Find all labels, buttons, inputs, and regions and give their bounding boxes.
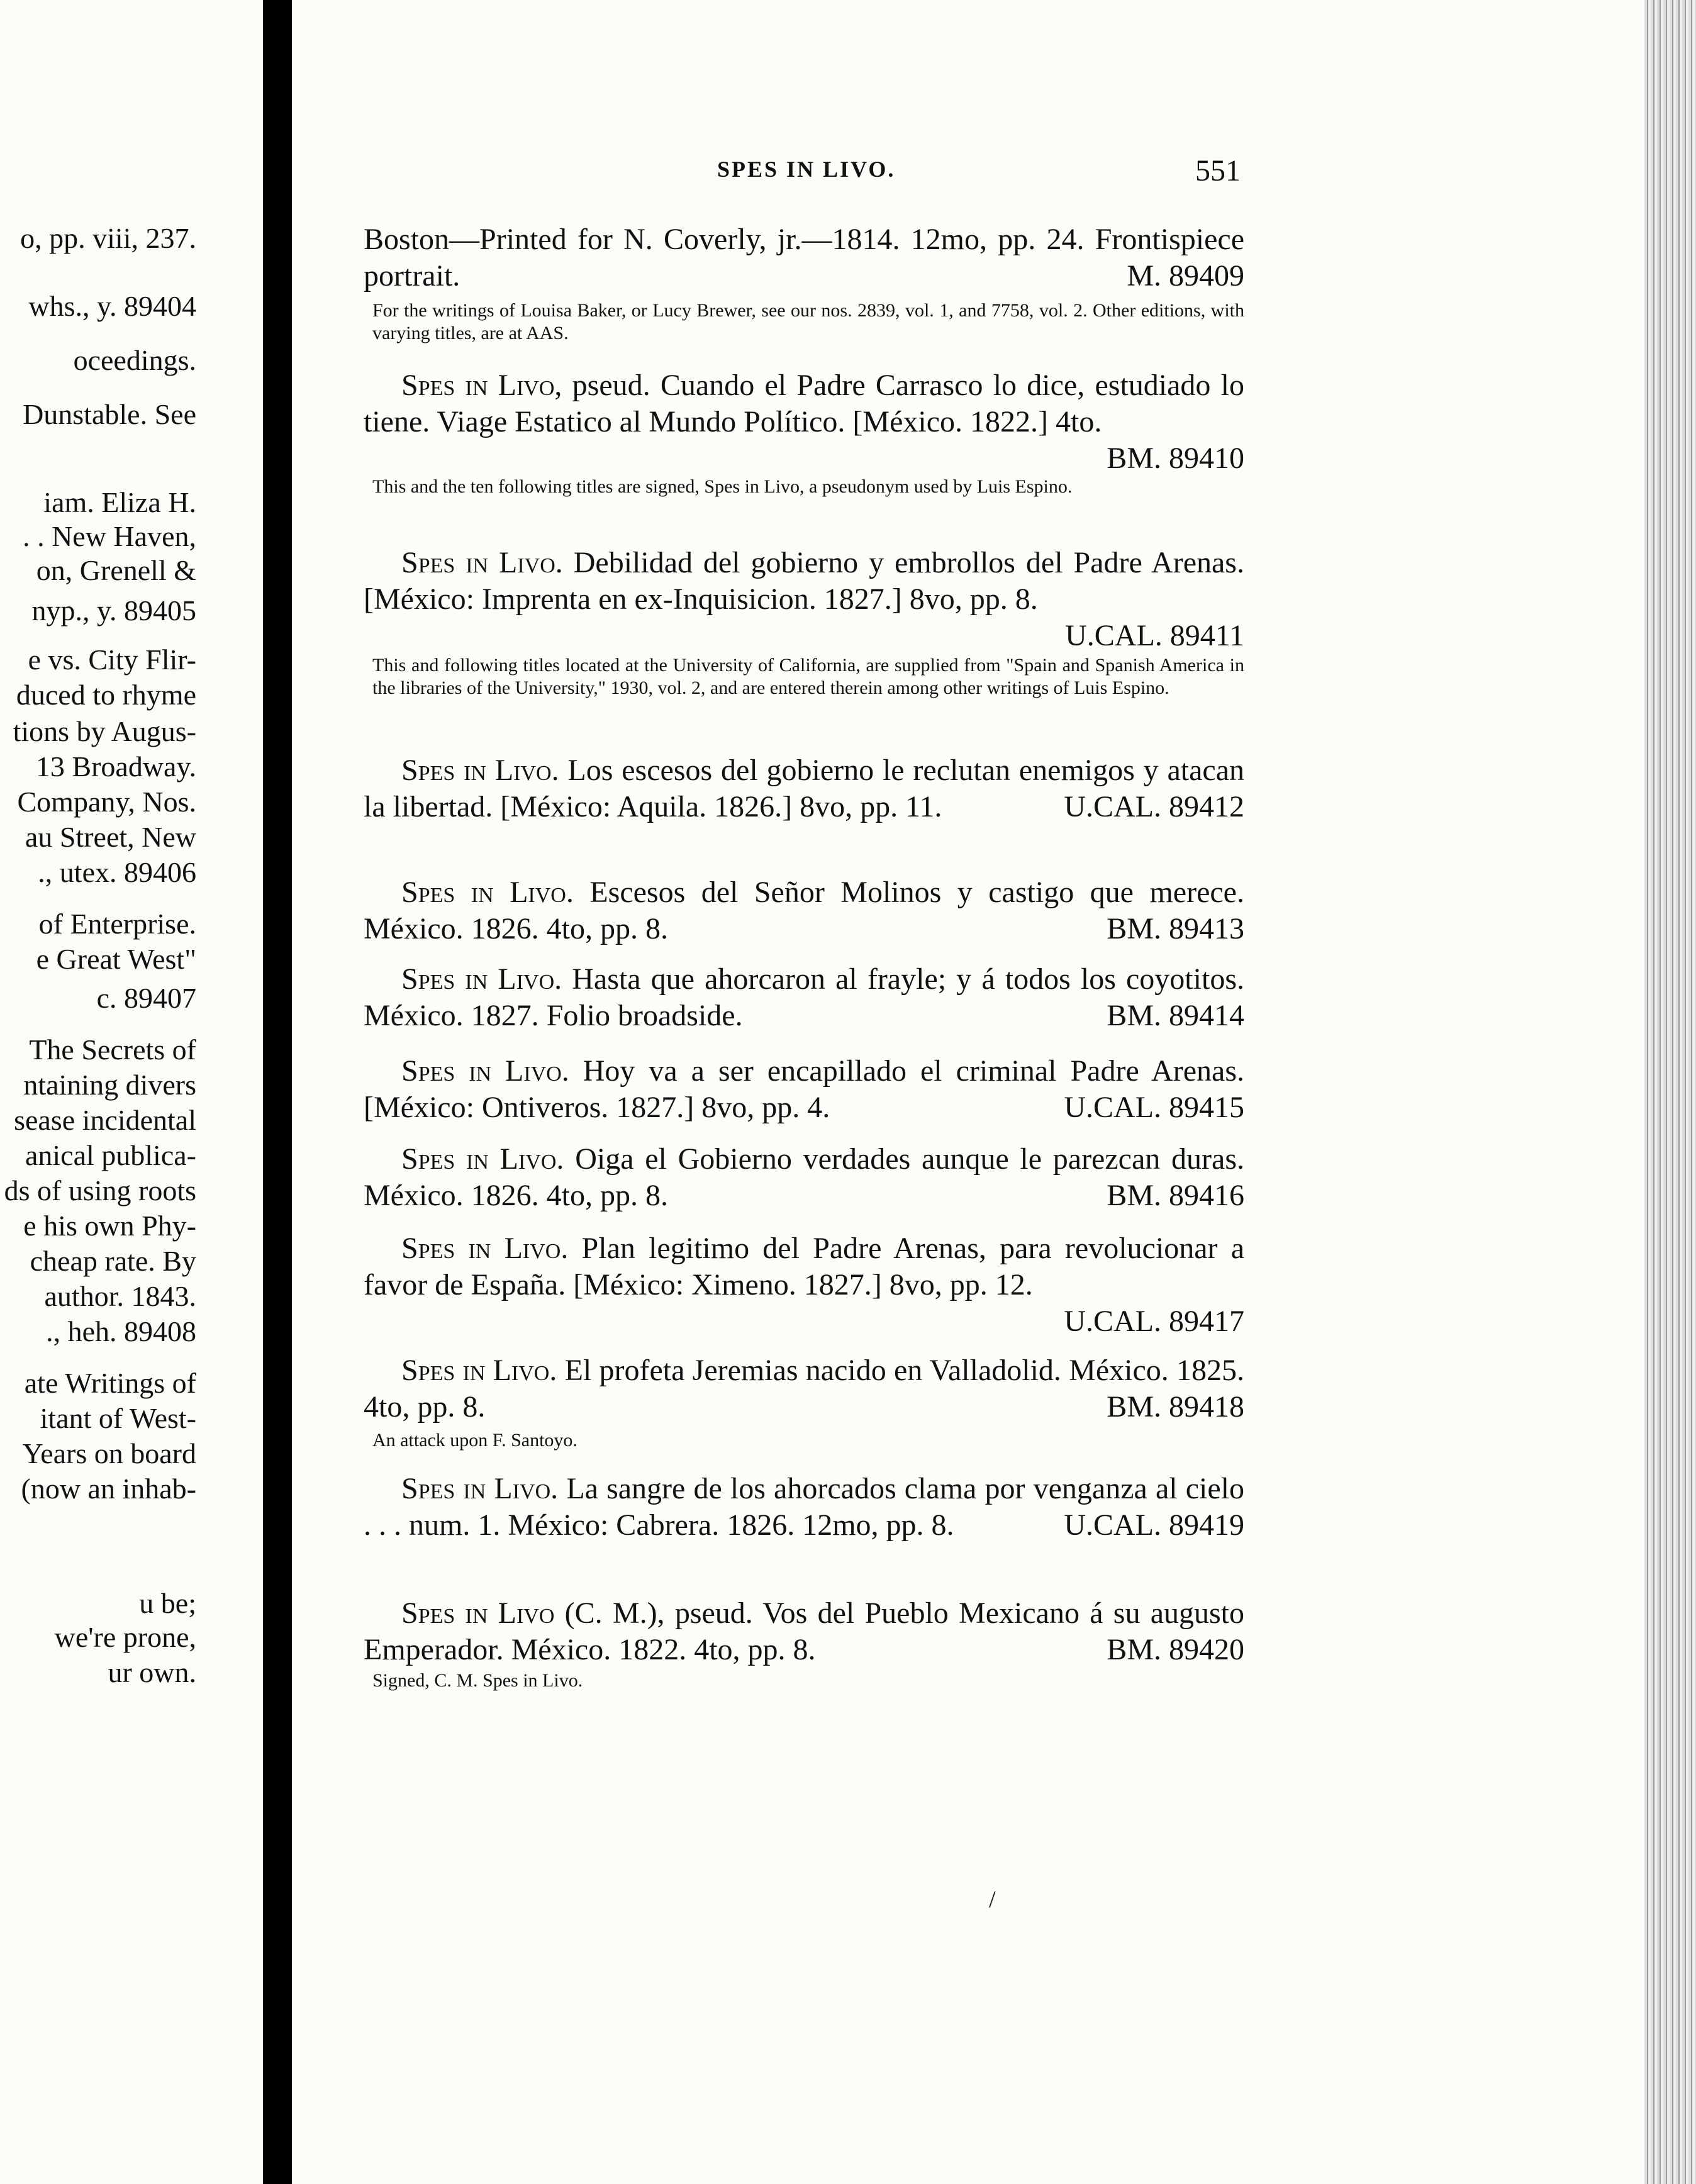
left-line: c. 89407 xyxy=(96,982,196,1014)
bibliography-entry xyxy=(364,874,1244,947)
left-line: ntaining divers xyxy=(23,1069,196,1101)
entry-text: Hasta que ahorcaron al frayle; y á todos los coyotitos. México. 1827. Folio broadside. xyxy=(364,962,1244,1032)
left-line: tions by Augus- xyxy=(13,715,196,747)
left-line: oceedings. xyxy=(73,344,196,376)
entry-author: Spes in Livo. xyxy=(401,1232,569,1265)
left-line: duced to rhyme xyxy=(16,679,196,711)
entry-reference: U.CAL. 89417 xyxy=(1064,1305,1244,1338)
left-line: itant of West- xyxy=(40,1402,196,1434)
left-line: (now an inhab- xyxy=(21,1473,196,1505)
bibliography-entry xyxy=(364,1141,1244,1214)
entry-author: Spes in Livo. xyxy=(401,1054,569,1088)
left-line: ate Writings of xyxy=(24,1367,196,1399)
left-line: cheap rate. By xyxy=(30,1245,196,1277)
entry-author: Spes in Livo. xyxy=(401,754,559,787)
left-line: . . New Haven, xyxy=(23,520,196,552)
left-line: nyp., y. 89405 xyxy=(31,594,196,627)
entry-text: Debilidad del gobierno y embrollos del Padre Arenas. [México: Imprenta en ex-Inquisicion. 1827.] 8vo, pp. 8. xyxy=(364,546,1244,616)
left-line: Dunstable. See xyxy=(23,398,196,430)
left-line: au Street, New xyxy=(25,821,196,853)
entry-note: For the writings of Louisa Baker, or Lucy Brewer, see our nos. 2839, vol. 1, and 7758, vol. 2. Other editions, with varying titles, are at AAS. xyxy=(372,300,1244,343)
bibliography-entry xyxy=(364,1595,1244,1668)
entry-note: This and following titles located at the University of California, are supplied from "Spain and Spanish America in the libraries of the University," 1930, vol. 2, and are entered therein among other writings of Luis Espino. xyxy=(372,655,1244,698)
entry-text: El profeta Jeremias nacido en Valladolid. México. 1825. 4to, pp. 8. xyxy=(364,1354,1244,1424)
entry-author: Spes in Livo. xyxy=(401,876,574,909)
entry-author: Spes in Livo (C. M.), xyxy=(401,1596,665,1630)
entry-reference: U.CAL. 89412 xyxy=(1064,790,1244,823)
entry-author: Spes in Livo, xyxy=(401,369,562,402)
left-line: u be; xyxy=(139,1587,196,1619)
entry-note: This and the ten following titles are signed, Spes in Livo, a pseudonym used by Luis Espino. xyxy=(372,476,1073,497)
entry-text: pseud. Cuando el Padre Carrasco lo dice, estudiado lo tiene. Viage Estatico al Mundo Político. [México. 1822.] 4to. xyxy=(364,369,1245,438)
left-line: o, pp. viii, 237. xyxy=(20,222,196,254)
bibliography-entry xyxy=(364,367,1244,477)
entry-note: Signed, C. M. Spes in Livo. xyxy=(372,1670,583,1691)
left-line: ., utex. 89406 xyxy=(38,856,196,888)
left-line: Company, Nos. xyxy=(17,786,196,818)
entry-text: Escesos del Señor Molinos y castigo que merece. México. 1826. 4to, pp. 8. xyxy=(364,876,1244,945)
left-line: e vs. City Flir- xyxy=(28,644,196,676)
entry-text: Hoy va a ser encapillado el criminal Padre Arenas. [México: Ontiveros. 1827.] 8vo, pp. 4. xyxy=(364,1054,1244,1124)
entry-text: Los escesos del gobierno le reclutan enemigos y atacan la libertad. [México: Aquila. 1826.] 8vo, pp. 11. xyxy=(364,754,1245,823)
stray-mark: / xyxy=(989,1886,996,1913)
entry-reference: U.CAL. 89411 xyxy=(1065,619,1244,652)
left-line: e Great West" xyxy=(36,943,196,975)
entry-reference: BM. 89414 xyxy=(1107,999,1244,1032)
facing-page-left xyxy=(0,0,263,2184)
left-line: iam. Eliza H. xyxy=(43,486,196,518)
left-line: ds of using roots xyxy=(4,1174,196,1206)
entry-text: Plan legitimo del Padre Arenas, para revolucionar a favor de España. [México: Ximeno. 1827.] 8vo, pp. 12. xyxy=(364,1232,1244,1301)
bibliography-entry xyxy=(364,1352,1244,1425)
entry-reference: BM. 89420 xyxy=(1107,1633,1244,1666)
left-line: Years on board xyxy=(22,1437,196,1469)
left-line: anical publica- xyxy=(25,1139,196,1171)
left-line: ur own. xyxy=(108,1656,196,1688)
entry-reference: U.CAL. 89419 xyxy=(1064,1508,1244,1542)
entry-author: Spes in Livo. xyxy=(401,1142,564,1176)
left-line: on, Grenell & xyxy=(36,554,196,586)
entry-text: Boston—Printed for N. Coverly, jr.—1814. 12mo, pp. 24. Frontispiece portrait. xyxy=(364,223,1244,292)
entry-reference: BM. 89413 xyxy=(1107,912,1244,945)
left-line: e his own Phy- xyxy=(23,1210,196,1242)
entry-author: Spes in Livo. xyxy=(401,1472,559,1505)
entry-reference: M. 89409 xyxy=(1127,259,1244,292)
entry-author: Spes in Livo. xyxy=(401,962,562,996)
page-number: 551 xyxy=(1195,154,1241,187)
left-line: ., heh. 89408 xyxy=(46,1315,196,1347)
left-line: we're prone, xyxy=(54,1621,196,1653)
left-line: The Secrets of xyxy=(29,1034,196,1066)
entry-reference: BM. 89410 xyxy=(1107,442,1244,475)
left-line: sease incidental xyxy=(14,1104,196,1136)
bibliography-entry xyxy=(364,1230,1244,1340)
running-header: SPES IN LIVO. xyxy=(717,157,896,182)
book-gutter xyxy=(263,0,292,2184)
entry-reference: BM. 89416 xyxy=(1107,1179,1244,1212)
left-line: whs., y. 89404 xyxy=(28,290,196,322)
entry-author: Spes in Livo. xyxy=(401,546,563,579)
entry-author: Spes in Livo. xyxy=(401,1354,557,1387)
entry-text: Oiga el Gobierno verdades aunque le parezcan duras. México. 1826. 4to, pp. 8. xyxy=(364,1142,1244,1212)
entry-reference: BM. 89418 xyxy=(1107,1390,1244,1424)
bibliography-entry xyxy=(364,1471,1244,1544)
bibliography-entry xyxy=(364,752,1244,825)
page-edge xyxy=(1644,0,1696,2184)
entry-text: pseud. Vos del Pueblo Mexicano á su augusto Emperador. México. 1822. 4to, pp. 8. xyxy=(364,1596,1245,1666)
bibliography-entry xyxy=(364,1053,1244,1126)
left-line: of Enterprise. xyxy=(38,908,196,940)
left-line: 13 Broadway. xyxy=(35,750,196,783)
bibliography-entry xyxy=(364,961,1244,1034)
entry-reference: U.CAL. 89415 xyxy=(1064,1091,1244,1124)
entry-text: La sangre de los ahorcados clama por venganza al cielo . . . num. 1. México: Cabrera. 1826. 12mo, pp. 8. xyxy=(364,1472,1244,1542)
bibliography-entry xyxy=(364,221,1244,294)
bibliography-entry xyxy=(364,545,1244,654)
entry-note: An attack upon F. Santoyo. xyxy=(372,1430,577,1451)
left-line: author. 1843. xyxy=(44,1280,196,1312)
